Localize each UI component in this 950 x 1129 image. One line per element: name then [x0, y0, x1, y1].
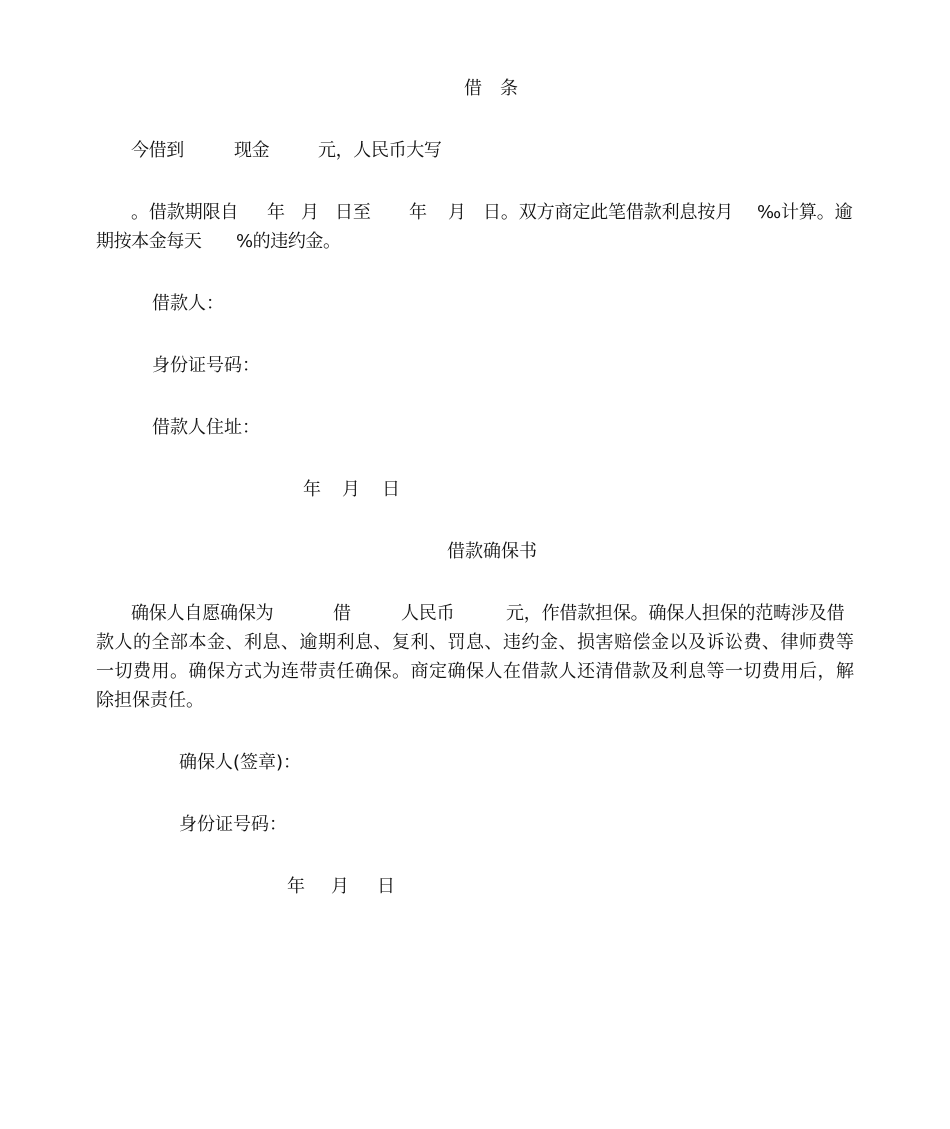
guarantee-borrow: 借: [333, 603, 351, 624]
guarantee-date-month: 月: [331, 876, 349, 897]
guarantor-id-label: 身份证号码：: [179, 814, 287, 835]
term-start-day-to: 日至: [335, 202, 371, 223]
loan-term-line-1: [0, 199, 950, 227]
borrower-address-label: 借款人住址：: [152, 417, 260, 438]
term-start-year: 年: [267, 202, 285, 223]
guarantee-intro: 确保人自愿确保为: [131, 603, 274, 624]
interest-rate-unit: ‰计算。逾: [757, 202, 853, 223]
rmb-upper-label: 元，人民币大写: [318, 140, 442, 161]
guarantee-line-2: 款人的全部本金、利息、逾期利息、复利、罚息、违约金、损害赔偿金以及诉讼费、律师费等: [96, 632, 855, 653]
date-day: 日: [382, 479, 400, 500]
loan-amount-line: [0, 137, 950, 165]
loan-term-line-2: [0, 228, 950, 256]
guarantee-date-year: 年: [287, 876, 305, 897]
penalty-rate-text: %的违约金。: [236, 231, 341, 252]
borrower-label: 借款人：: [152, 293, 224, 314]
loan-note-date: [0, 476, 950, 504]
borrower-id-label: 身份证号码：: [152, 355, 260, 376]
date-year: 年: [303, 479, 321, 500]
guarantee-line-3: 一切费用。确保方式为连带责任确保。商定确保人在借款人还清借款及利息等一切费用后，解: [96, 661, 855, 682]
interest-text: 日。双方商定此笔借款利息按月: [483, 202, 734, 223]
guarantee-title: 借款确保书: [447, 541, 537, 562]
term-end-year: 年: [409, 202, 427, 223]
date-month: 月: [342, 479, 360, 500]
term-end-month: 月: [448, 202, 466, 223]
loan-note-title: 借 条: [464, 78, 518, 99]
term-start-text: 。借款期限自: [131, 202, 239, 223]
guarantor-signature-label: 确保人(签章)：: [179, 752, 302, 773]
guarantee-date-day: 日: [377, 876, 395, 897]
guarantee-line-4: 除担保责任。: [96, 690, 204, 711]
cash-label: 现金: [234, 140, 270, 161]
term-start-month: 月: [301, 202, 319, 223]
penalty-text: 期按本金每天: [96, 231, 202, 252]
guarantee-line-1: [0, 600, 950, 628]
guarantee-scope-start: 元，作借款担保。确保人担保的范畴涉及借: [506, 603, 845, 624]
guarantee-date: [0, 873, 950, 901]
borrow-prefix: 今借到: [131, 140, 184, 161]
guarantee-rmb: 人民币: [401, 603, 455, 624]
